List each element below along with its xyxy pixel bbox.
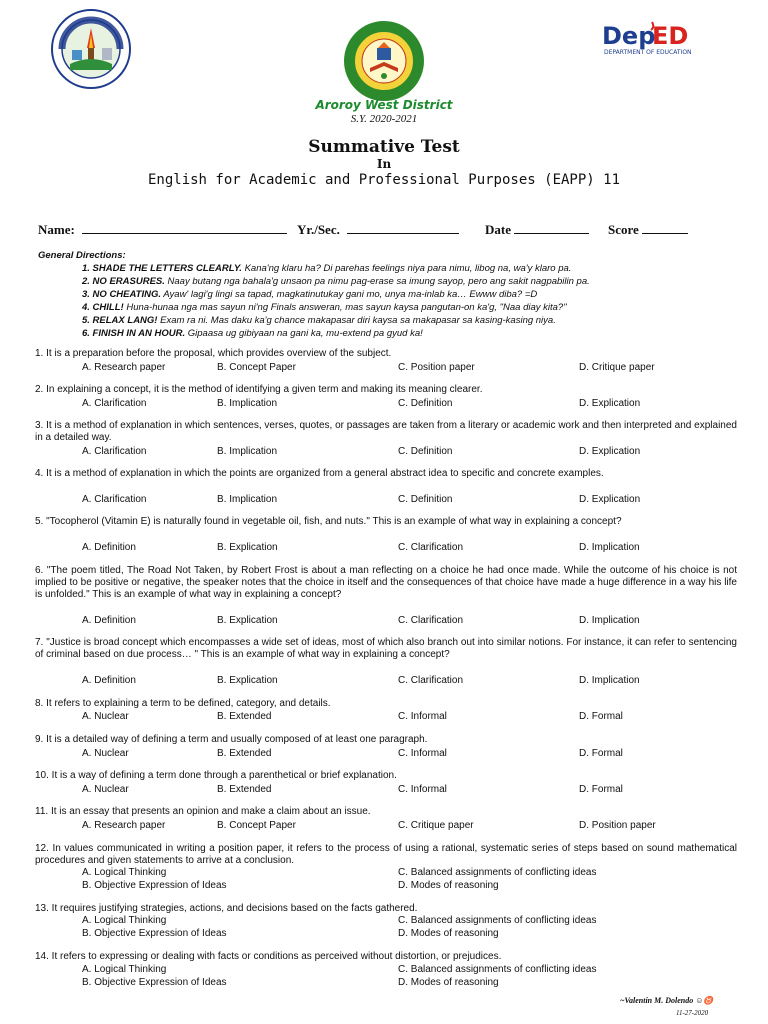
- answer-option[interactable]: D. Modes of reasoning: [398, 880, 499, 891]
- answer-option[interactable]: D. Explication: [579, 398, 641, 409]
- yr-sec-field[interactable]: [297, 221, 459, 238]
- answer-option[interactable]: B. Objective Expression of Ideas: [82, 880, 227, 891]
- deped-logo-icon: [600, 18, 704, 58]
- answer-option[interactable]: B. Explication: [217, 675, 278, 686]
- answer-option[interactable]: B. Explication: [217, 542, 278, 553]
- date-blank[interactable]: [514, 221, 589, 234]
- department-of-education-seal-icon: [50, 8, 132, 90]
- question-text: 7. "Justice is broad concept which encompasses a wide set of ideas, most of which also branch out into similar notions. For instance, it can refer to sentencing of criminal based on due process… " This is an example of what way in explaining a concept?: [35, 637, 737, 660]
- answer-option[interactable]: D. Implication: [579, 675, 640, 686]
- answer-option[interactable]: A. Research paper: [82, 362, 166, 373]
- answer-option[interactable]: C. Definition: [398, 446, 453, 457]
- answer-option[interactable]: A. Clarification: [82, 398, 147, 409]
- answer-option[interactable]: C. Informal: [398, 748, 447, 759]
- question-text: 6. "The poem titled, The Road Not Taken, by Robert Frost is about a man reflecting on a choice he had once made. While the outcome of his choice is not implied to be positive or negative, the speaker notes that the choice in itself and the consequences of that choice have made a huge difference in a way his life is unfolded." This is an example of what way in explaining a concept?: [35, 565, 737, 600]
- answer-option[interactable]: B. Extended: [217, 748, 272, 759]
- signature-date: 11-27-2020: [676, 1009, 709, 1017]
- author-signature: ~Valentin M. Dolendo ☺♉: [620, 996, 714, 1005]
- title-connector: In: [376, 157, 392, 171]
- answer-option[interactable]: A. Research paper: [82, 820, 166, 831]
- answer-option[interactable]: A. Nuclear: [82, 748, 129, 759]
- answer-option[interactable]: A. Clarification: [82, 494, 147, 505]
- answer-option[interactable]: C. Informal: [398, 711, 447, 722]
- page-title: Summative Test: [308, 137, 460, 157]
- svg-text:ED: ED: [652, 22, 689, 50]
- question-text: 13. It requires justifying strategies, actions, and decisions based on the facts gathered.: [35, 903, 418, 914]
- deped-subtitle: DEPARTMENT OF EDUCATION: [604, 49, 692, 56]
- question-text: 3. It is a method of explanation in which sentences, verses, quotes, or passages are taken from a literary or academic work and then interpreted and explained in a detailed way.: [35, 420, 737, 443]
- answer-option[interactable]: A. Logical Thinking: [82, 915, 167, 926]
- answer-option[interactable]: B. Extended: [217, 784, 272, 795]
- answer-option[interactable]: D. Modes of reasoning: [398, 977, 499, 988]
- answer-option[interactable]: A. Definition: [82, 675, 136, 686]
- name-field[interactable]: [38, 221, 287, 238]
- score-field[interactable]: [608, 221, 688, 238]
- question-text: 2. In explaining a concept, it is the method of identifying a given term and making its meaning clearer.: [35, 384, 483, 395]
- answer-option[interactable]: C. Clarification: [398, 675, 464, 686]
- answer-option[interactable]: C. Definition: [398, 494, 453, 505]
- district-name: Aroroy West District: [315, 98, 453, 112]
- answer-option[interactable]: D. Explication: [579, 446, 641, 457]
- answer-option[interactable]: B. Concept Paper: [217, 362, 296, 373]
- answer-option[interactable]: C. Critique paper: [398, 820, 474, 831]
- directions-heading: General Directions:: [38, 250, 126, 261]
- direction-item: 5. RELAX LANG! Exam ra ni. Mas daku ka'g chance makapasar diri kaysa sa makapasar sa kasing-kasing niya.: [82, 315, 556, 326]
- score-blank[interactable]: [642, 221, 688, 234]
- direction-item: 4. CHILL! Huna-hunaa nga mas sayun ni'ng Finals answeran, mas sayun kaysa pangutan-on ka'g, "Naa diay kita?": [82, 302, 567, 313]
- question-text: 12. In values communicated in writing a position paper, it refers to the process of using a rational, systematic series of steps based on sound mathematical procedures and given statements to arrive at a conclusion.: [35, 843, 737, 866]
- answer-option[interactable]: D. Position paper: [579, 820, 656, 831]
- answer-option[interactable]: C. Clarification: [398, 542, 464, 553]
- school-year: S.Y. 2020-2021: [350, 113, 418, 125]
- question-text: 11. It is an essay that presents an opinion and make a claim about an issue.: [35, 806, 371, 817]
- direction-item: 1. SHADE THE LETTERS CLEARLY. Kana'ng klaru ha? Di parehas feelings niya para nimu, libog na, wa'y klaro pa.: [82, 263, 572, 274]
- answer-option[interactable]: C. Clarification: [398, 615, 464, 626]
- question-text: 9. It is a detailed way of defining a term and usually composed of at least one paragraph.: [35, 734, 428, 745]
- answer-option[interactable]: D. Explication: [579, 494, 641, 505]
- answer-option[interactable]: D. Implication: [579, 542, 640, 553]
- answer-option[interactable]: D. Formal: [579, 711, 623, 722]
- answer-option[interactable]: D. Implication: [579, 615, 640, 626]
- answer-option[interactable]: A. Logical Thinking: [82, 964, 167, 975]
- answer-option[interactable]: A. Nuclear: [82, 784, 129, 795]
- date-label: Date: [485, 222, 511, 237]
- question-text: 14. It refers to expressing or dealing with facts or conditions as perceived without distortion, or prejudices.: [35, 951, 502, 962]
- date-field[interactable]: [485, 221, 589, 238]
- question-text: 10. It is a way of defining a term done through a parenthetical or brief explanation.: [35, 770, 397, 781]
- answer-option[interactable]: C. Balanced assignments of conflicting ideas: [398, 915, 597, 926]
- answer-option[interactable]: B. Implication: [217, 398, 278, 409]
- yr-sec-label: Yr./Sec.: [297, 222, 340, 237]
- answer-option[interactable]: A. Definition: [82, 542, 136, 553]
- answer-option[interactable]: D. Formal: [579, 748, 623, 759]
- answer-option[interactable]: C. Definition: [398, 398, 453, 409]
- direction-item: 6. FINISH IN AN HOUR. Gipaasa ug gibiyaan na gani ka, mu-extend pa gyud ka!: [82, 328, 423, 339]
- answer-option[interactable]: C. Balanced assignments of conflicting ideas: [398, 964, 597, 975]
- answer-option[interactable]: B. Extended: [217, 711, 272, 722]
- answer-option[interactable]: B. Implication: [217, 494, 278, 505]
- yr-sec-blank[interactable]: [347, 221, 459, 234]
- answer-option[interactable]: C. Position paper: [398, 362, 475, 373]
- answer-option[interactable]: D. Modes of reasoning: [398, 928, 499, 939]
- answer-option[interactable]: C. Informal: [398, 784, 447, 795]
- question-text: 1. It is a preparation before the proposal, which provides overview of the subject.: [35, 348, 392, 359]
- answer-option[interactable]: A. Nuclear: [82, 711, 129, 722]
- answer-option[interactable]: A. Clarification: [82, 446, 147, 457]
- direction-item: 3. NO CHEATING. Ayaw' lagi'g lingi sa tapad, magkatinutukay gani mo, unya ma-inlab ka… Ewww diba? =D: [82, 289, 538, 300]
- name-label: Name:: [38, 222, 75, 237]
- answer-option[interactable]: A. Definition: [82, 615, 136, 626]
- answer-option[interactable]: D. Formal: [579, 784, 623, 795]
- svg-text:Dep: Dep: [602, 22, 656, 50]
- name-blank[interactable]: [82, 221, 287, 234]
- answer-option[interactable]: B. Objective Expression of Ideas: [82, 928, 227, 939]
- answer-option[interactable]: B. Explication: [217, 615, 278, 626]
- question-text: 4. It is a method of explanation in which the points are organized from a general abstract idea to specific and concrete examples.: [35, 468, 604, 479]
- question-text: 5. "Tocopherol (Vitamin E) is naturally found in vegetable oil, fish, and nuts." This is an example of what way in explaining a concept?: [35, 516, 622, 527]
- score-label: Score: [608, 222, 639, 237]
- school-seal-icon: [343, 20, 425, 102]
- answer-option[interactable]: A. Logical Thinking: [82, 867, 167, 878]
- question-text: 8. It refers to explaining a term to be defined, category, and details.: [35, 698, 331, 709]
- answer-option[interactable]: C. Balanced assignments of conflicting ideas: [398, 867, 597, 878]
- answer-option[interactable]: B. Implication: [217, 446, 278, 457]
- answer-option[interactable]: D. Critique paper: [579, 362, 655, 373]
- answer-option[interactable]: B. Concept Paper: [217, 820, 296, 831]
- answer-option[interactable]: B. Objective Expression of Ideas: [82, 977, 227, 988]
- subject-title: English for Academic and Professional Purposes (EAPP) 11: [147, 172, 620, 188]
- direction-item: 2. NO ERASURES. Naay butang nga bahala'g unsaon pa nimu pag-erase sa imung sayop, pero ang sakit nagpabilin pa.: [82, 276, 590, 287]
